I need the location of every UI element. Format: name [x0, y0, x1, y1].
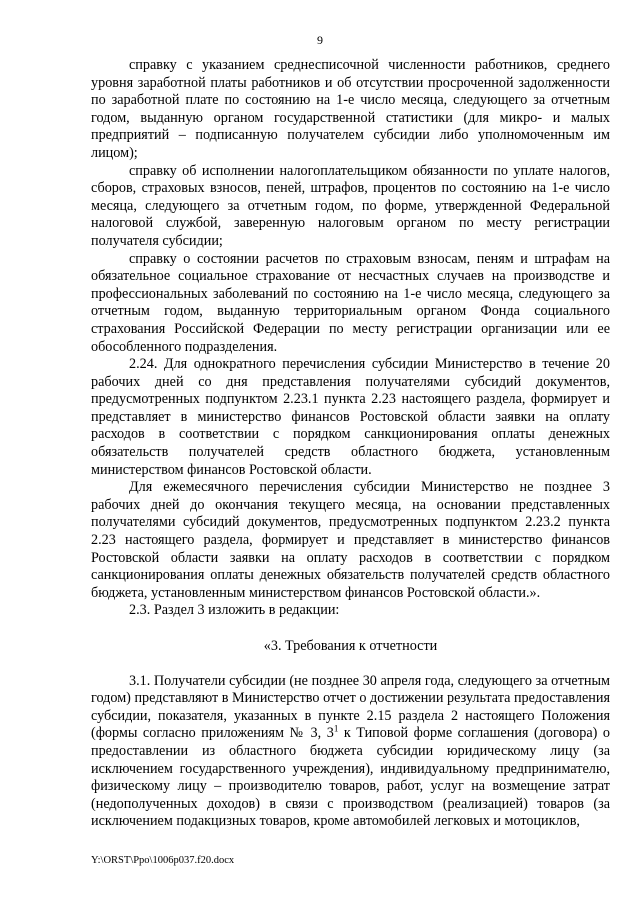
- paragraph-3-1-continuation: к Типовой форме соглашения (договора) о предоставлении из областного бюджета субсидии юридическому лицу (за исключением государственного учреждения), индивидуальному предпринимателю, физическому лицу – производителю товаров, работ, услуг на возмещение затрат (недополученных доходов) в связи с производством (реализацией) товаров (за исключением подакцизных товаров, кроме автомобилей легковых и мотоциклов,: [91, 725, 610, 830]
- paragraph-insurance-certificate: справку о состоянии расчетов по страховым взносам, пеням и штрафам на обязательное социальное страхование от несчастных случаев на производстве и профессиональных заболеваний по состоянию на 1-е число месяца, следующего за отчетным годом, выданную территориальным органом Фонда социального страхования Российской Федерации по месту регистрации организации или ее обособленного подразделения.: [91, 250, 610, 355]
- paragraph-2-24: 2.24. Для однократного перечисления субсидии Министерство в течение 20 рабочих дней со дня представления получателями субсидий документов, предусмотренных подпунктом 2.23.1 пункта 2.23 настоящего раздела, формирует и представляет в министерство финансов Ростовской области заявки на оплату расходов в соответствии с порядком санкционирования оплаты денежных обязательств получателей средств областного бюджета, установленным министерством финансов Ростовской области.: [91, 356, 610, 478]
- paragraph-3-1-text: 3.1. Получатели субсидии (не позднее 30 апреля года, следующего за отчетным годом) представляют в Министерство отчет о достижении результата предоставления субсидии, показателя, указанных в пункте 2.15 раздела 2 настоящего Положения (формы согласно приложениям № 3, 3: [91, 672, 610, 742]
- paragraph-monthly-transfer: Для ежемесячного перечисления субсидии Министерство не позднее 3 рабочих дней до окончания текущего месяца, на основании представленных получателями субсидий документов, предусмотренных подпунктом 2.23.2 пункта 2.23 настоящего раздела, формирует и представляет в министерство финансов Ростовской области заявки на оплату расходов в соответствии с порядком санкционирования оплаты денежных обязательств получателей средств областного бюджета, установленным министерством финансов Ростовской области.».: [91, 479, 610, 601]
- page-number: 9: [317, 33, 323, 47]
- document-body: [91, 57, 610, 831]
- section-heading: «3. Требования к отчетности: [263, 638, 438, 654]
- paragraph-2-3: 2.3. Раздел 3 изложить в редакции:: [129, 602, 340, 619]
- footer-file-path: Y:\ORST\Ppo\1006p037.f20.docx: [91, 855, 235, 866]
- paragraph-3-1: [91, 673, 610, 831]
- paragraph-tax-certificate: справку об исполнении налогоплательщиком обязанности по уплате налогов, сборов, страховых взносов, пеней, штрафов, процентов по состоянию на 1-е число месяца, следующего за отчетным годом, по форме, утвержденной Федеральной налоговой службой, заверенную налоговым органом по месту регистрации получателя субсидии;: [91, 162, 610, 249]
- appendix-superscript: 1: [333, 723, 339, 734]
- paragraph-statistics-certificate: справку с указанием среднесписочной численности работников, среднего уровня заработной платы работников и об отсутствии просроченной задолженности по заработной плате по состоянию на 1-е число месяца, следующего за отчетным годом, выданную органом государственной статистики (для микро- и малых предприятий – подписанную получателем субсидии либо уполномоченным им лицом);: [91, 57, 610, 161]
